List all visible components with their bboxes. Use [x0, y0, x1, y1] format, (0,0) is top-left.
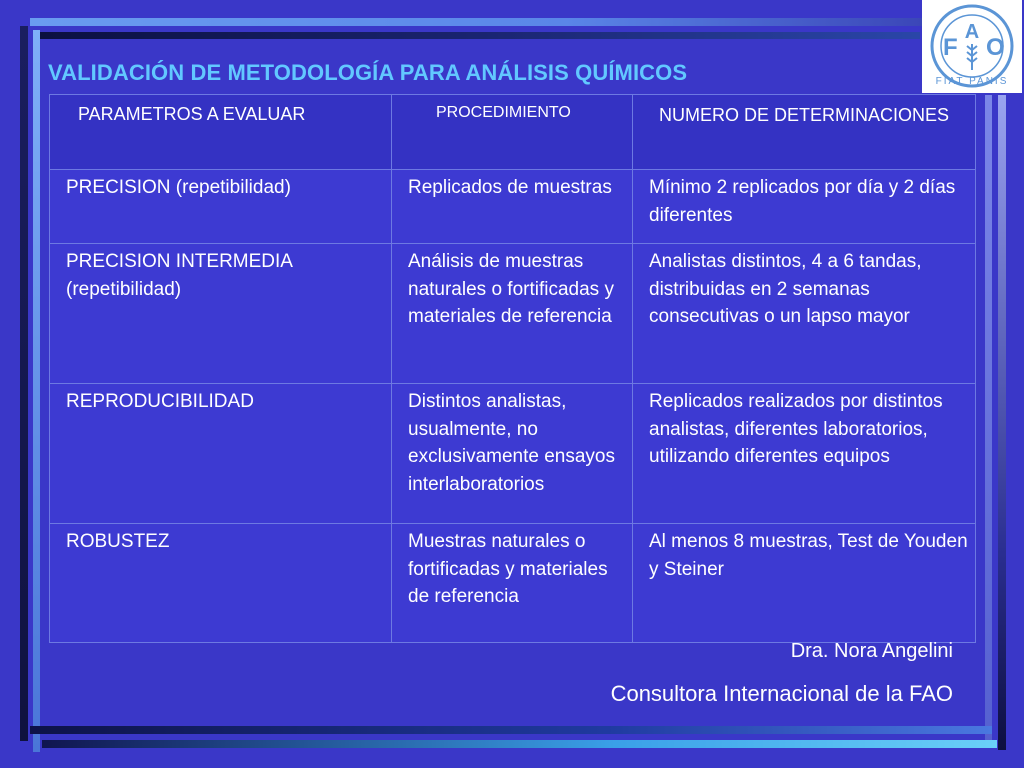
fao-logo-emblem — [922, 0, 1022, 93]
cell-procedimiento: Análisis de muestras naturales o fortificadas y materiales de referencia — [392, 244, 633, 384]
table-header-row — [50, 95, 976, 170]
header-numero-determinaciones: NUMERO DE DETERMINACIONES — [633, 95, 976, 170]
logo-letter-o: O — [986, 34, 1005, 61]
bottom-decor-bar — [42, 740, 997, 748]
logo-letter-f: F — [943, 34, 958, 61]
table-row — [50, 244, 976, 384]
cell-parametro: PRECISION INTERMEDIA (repetibilidad) — [50, 244, 392, 384]
cell-procedimiento: Muestras naturales o fortificadas y materiales de referencia — [392, 524, 633, 643]
logo-motto: FIAT PANIS — [935, 76, 1009, 87]
cell-procedimiento: Replicados de muestras — [392, 170, 633, 244]
right-decor-bar-dark — [998, 95, 1006, 750]
wheat-icon — [967, 44, 977, 70]
table-row — [50, 384, 976, 524]
top-decor-bar — [30, 18, 922, 26]
cell-parametro: PRECISION (repetibilidad) — [50, 170, 392, 244]
right-decor-bar — [985, 95, 992, 745]
header-procedimiento: PROCEDIMIENTO — [392, 95, 633, 170]
left-decor-bar-dark — [20, 26, 28, 741]
cell-parametro: REPRODUCIBILIDAD — [50, 384, 392, 524]
cell-determinaciones: Analistas distintos, 4 a 6 tandas, distribuidas en 2 semanas consecutivas o un lapso mayor — [633, 244, 976, 384]
left-decor-bar — [33, 30, 40, 752]
table-row — [50, 170, 976, 244]
cell-determinaciones: Replicados realizados por distintos analistas, diferentes laboratorios, utilizando diferentes equipos — [633, 384, 976, 524]
cell-procedimiento: Distintos analistas, usualmente, no exclusivamente ensayos interlaboratorios — [392, 384, 633, 524]
fao-logo — [922, 0, 1022, 93]
header-parametros: PARAMETROS A EVALUAR — [50, 95, 392, 170]
cell-parametro: ROBUSTEZ — [50, 524, 392, 643]
page-title: VALIDACIÓN DE METODOLOGÍA PARA ANÁLISIS QUÍMICOS — [48, 60, 688, 85]
cell-determinaciones: Al menos 8 muestras, Test de Youden y Steiner — [633, 524, 976, 643]
table-row — [50, 524, 976, 643]
bottom-decor-bar-dark — [30, 726, 992, 734]
cell-determinaciones: Mínimo 2 replicados por día y 2 días diferentes — [633, 170, 976, 244]
validation-table — [49, 94, 976, 643]
author-role: Consultora Internacional de la FAO — [610, 681, 953, 706]
author-name: Dra. Nora Angelini — [790, 640, 953, 662]
top-decor-bar-dark — [40, 32, 920, 39]
logo-letter-a: A — [964, 21, 980, 43]
